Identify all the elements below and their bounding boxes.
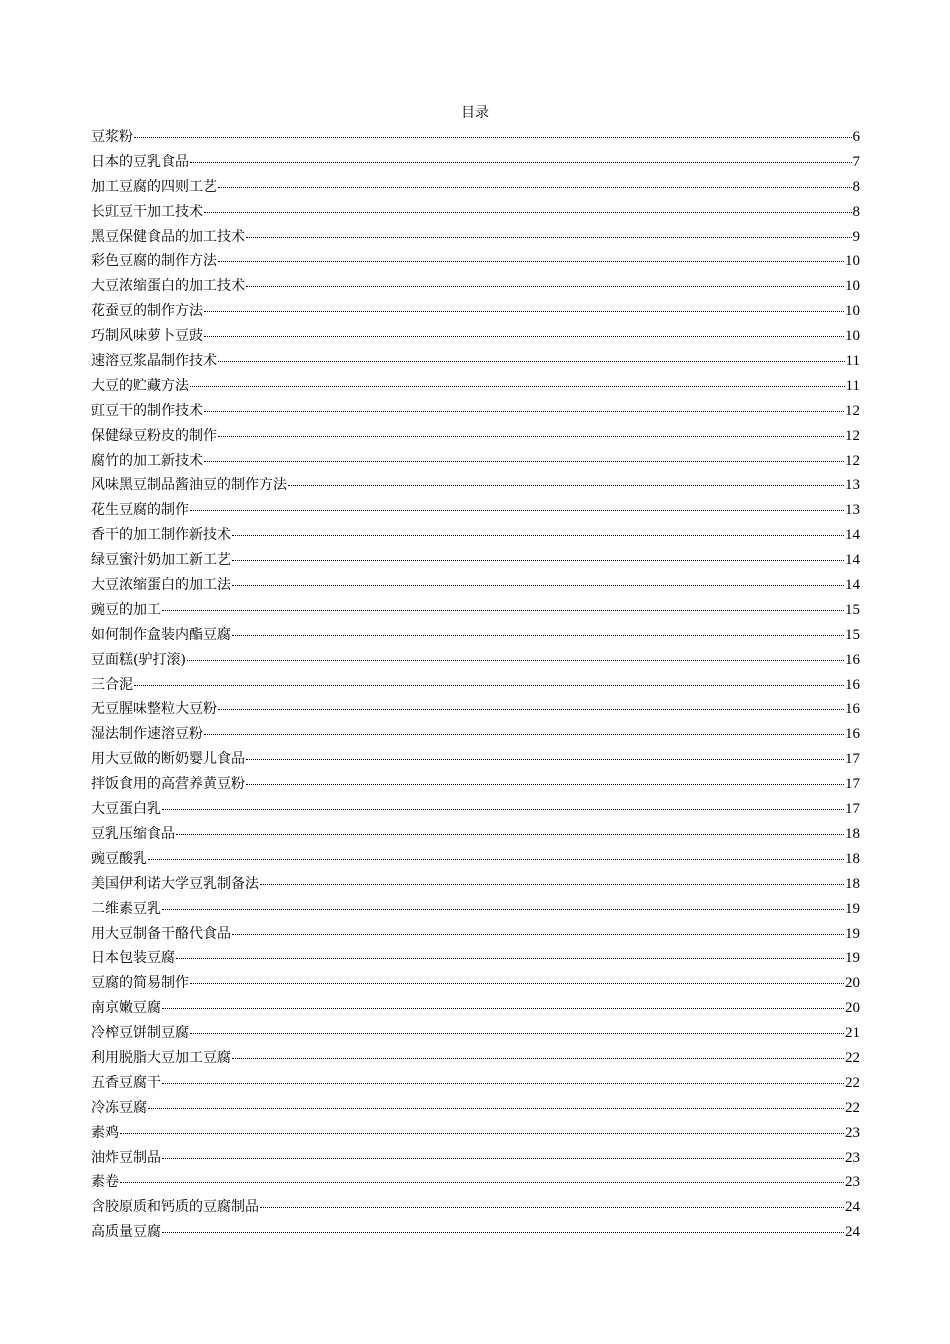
toc-entry-page-number: 22 [845,1099,860,1116]
toc-entry-label: 巧制风味萝卜豆豉 [91,328,203,345]
toc-dot-leader [246,758,844,760]
toc-entry-label: 大豆的贮藏方法 [91,377,189,394]
toc-dot-leader [204,733,844,735]
toc-list [91,126,860,1246]
toc-dot-leader [260,1206,844,1208]
toc-entry[interactable] [91,947,860,972]
toc-entry[interactable] [91,375,860,400]
toc-entry-page-number: 18 [845,875,860,892]
toc-entry[interactable] [91,624,860,649]
toc-entry[interactable] [91,773,860,798]
toc-entry-label: 大豆蛋白乳 [91,801,161,818]
toc-entry-label: 香干的加工制作新技术 [91,527,231,544]
toc-entry[interactable] [91,126,860,151]
toc-entry[interactable] [91,524,860,549]
toc-dot-leader [246,285,844,287]
toc-entry-label: 湿法制作速溶豆粉 [91,726,203,743]
toc-dot-leader [134,684,844,686]
toc-entry-label: 南京嫩豆腐 [91,1000,161,1017]
toc-entry-label: 豌豆酸乳 [91,850,147,867]
toc-dot-leader [204,460,844,462]
toc-dot-leader [190,1032,844,1034]
toc-entry-page-number: 23 [845,1149,860,1166]
toc-entry[interactable] [91,997,860,1022]
toc-entry-label: 拌饭食用的高营养黄豆粉 [91,776,245,793]
toc-entry-label: 豌豆的加工 [91,601,161,618]
toc-entry-label: 速溶豆浆晶制作技术 [91,353,217,370]
toc-entry-label: 花生豆腐的制作 [91,502,189,519]
toc-entry-page-number: 16 [845,676,860,693]
toc-entry[interactable] [91,1072,860,1097]
toc-dot-leader [232,534,844,536]
toc-entry-page-number: 14 [845,527,860,544]
toc-entry-page-number: 20 [845,975,860,992]
toc-entry-label: 彩色豆腐的制作方法 [91,253,217,270]
toc-entry-page-number: 14 [845,552,860,569]
toc-dot-leader [187,659,844,661]
toc-entry[interactable] [91,748,860,773]
toc-entry-label: 花蚕豆的制作方法 [91,303,203,320]
toc-entry-label: 长豇豆干加工技术 [91,203,203,220]
toc-entry-label: 高质量豆腐 [91,1224,161,1241]
toc-entry-page-number: 10 [845,303,860,320]
toc-entry[interactable] [91,176,860,201]
toc-entry[interactable] [91,1022,860,1047]
toc-entry[interactable] [91,201,860,226]
toc-title: 目录 [461,105,489,121]
toc-entry-page-number: 13 [845,502,860,519]
toc-entry[interactable] [91,798,860,823]
toc-entry-label: 素鸡 [91,1124,119,1141]
toc-entry[interactable] [91,1196,860,1221]
toc-entry[interactable] [91,574,860,599]
toc-entry-label: 二维素豆乳 [91,900,161,917]
toc-entry-label: 加工豆腐的四则工艺 [91,178,217,195]
toc-entry-label: 冷冻豆腐 [91,1099,147,1116]
toc-entry-page-number: 9 [852,228,860,245]
toc-entry[interactable] [91,275,860,300]
toc-entry[interactable] [91,325,860,350]
toc-entry[interactable] [91,549,860,574]
toc-dot-leader [204,335,844,337]
toc-entry-label: 日本包装豆腐 [91,950,175,967]
toc-dot-leader [246,783,844,785]
toc-entry[interactable] [91,923,860,948]
toc-entry-page-number: 11 [845,377,860,394]
toc-entry[interactable] [91,1221,860,1246]
toc-dot-leader [232,933,844,935]
toc-entry[interactable] [91,674,860,699]
toc-entry-label: 腐竹的加工新技术 [91,452,203,469]
toc-entry[interactable] [91,599,860,624]
toc-entry[interactable] [91,1097,860,1122]
toc-entry[interactable] [91,474,860,499]
toc-dot-leader [176,957,844,959]
toc-entry-page-number: 18 [845,825,860,842]
toc-dot-leader [246,236,852,238]
toc-entry[interactable] [91,898,860,923]
toc-entry[interactable] [91,698,860,723]
toc-entry-label: 素卷 [91,1174,119,1191]
toc-entry-page-number: 8 [852,178,860,195]
toc-entry-page-number: 24 [845,1224,860,1241]
toc-entry[interactable] [91,1147,860,1172]
toc-entry-page-number: 17 [845,776,860,793]
toc-entry-page-number: 19 [845,900,860,917]
toc-entry-page-number: 10 [845,278,860,295]
toc-entry-label: 豆乳压缩食品 [91,825,175,842]
toc-dot-leader [148,1107,844,1109]
toc-entry-page-number: 18 [845,850,860,867]
toc-dot-leader [162,1157,844,1159]
toc-entry[interactable] [91,1047,860,1072]
toc-entry-page-number: 12 [845,402,860,419]
toc-entry-label: 冷榨豆饼制豆腐 [91,1025,189,1042]
toc-dot-leader [204,211,852,213]
toc-entry-page-number: 11 [845,353,860,370]
toc-entry[interactable] [91,1171,860,1196]
toc-dot-leader [288,484,844,486]
toc-entry-page-number: 6 [852,129,860,145]
toc-entry-label: 大豆浓缩蛋白的加工法 [91,577,231,594]
toc-entry-page-number: 19 [845,950,860,967]
toc-entry-label: 保健绿豆粉皮的制作 [91,427,217,444]
toc-entry-page-number: 8 [852,203,860,220]
toc-dot-leader [232,584,844,586]
toc-dot-leader [218,708,844,710]
toc-entry[interactable] [91,649,860,674]
toc-dot-leader [232,1057,844,1059]
toc-entry-page-number: 10 [845,328,860,345]
toc-dot-leader [176,833,844,835]
toc-entry-label: 含胶原质和钙质的豆腐制品 [91,1199,259,1216]
toc-entry-page-number: 12 [845,427,860,444]
toc-dot-leader [120,1181,844,1183]
toc-entry-label: 用大豆制备干酪代食品 [91,925,231,942]
toc-dot-leader [162,808,844,810]
toc-entry-label: 三合泥 [91,676,133,693]
toc-dot-leader [162,1082,844,1084]
toc-entry-page-number: 7 [852,153,860,170]
toc-entry-page-number: 20 [845,1000,860,1017]
toc-entry-label: 黑豆保健食品的加工技术 [91,228,245,245]
toc-dot-leader [190,982,844,984]
toc-entry-page-number: 21 [845,1025,860,1042]
toc-entry[interactable] [91,400,860,425]
toc-dot-leader [120,1132,844,1134]
toc-dot-leader [204,410,844,412]
toc-entry[interactable] [91,226,860,251]
toc-dot-leader [218,360,845,362]
toc-entry[interactable] [91,300,860,325]
toc-dot-leader [218,435,844,437]
toc-dot-leader [162,1007,844,1009]
toc-entry-label: 风味黑豆制品酱油豆的制作方法 [91,477,287,494]
toc-entry-page-number: 10 [845,253,860,270]
toc-entry-page-number: 22 [845,1049,860,1066]
toc-entry-label: 豇豆干的制作技术 [91,402,203,419]
toc-entry[interactable] [91,499,860,524]
toc-entry[interactable] [91,1122,860,1147]
toc-entry-page-number: 16 [845,651,860,668]
toc-entry-page-number: 24 [845,1199,860,1216]
toc-dot-leader [162,1231,844,1233]
toc-entry-label: 日本的豆乳食品 [91,153,189,170]
toc-entry-label: 油炸豆制品 [91,1149,161,1166]
toc-entry-page-number: 15 [845,601,860,618]
toc-entry-page-number: 22 [845,1074,860,1091]
toc-entry-page-number: 15 [845,626,860,643]
toc-dot-leader [190,385,845,387]
toc-dot-leader [218,186,852,188]
toc-entry-page-number: 17 [845,751,860,768]
toc-dot-leader [190,161,852,163]
toc-entry[interactable] [91,425,860,450]
toc-entry-label: 豆腐的简易制作 [91,975,189,992]
toc-entry-label: 美国伊利诺大学豆乳制备法 [91,875,259,892]
toc-dot-leader [134,136,852,138]
toc-entry[interactable] [91,972,860,997]
toc-dot-leader [148,858,844,860]
toc-dot-leader [218,260,844,262]
toc-entry-page-number: 23 [845,1124,860,1141]
toc-entry-page-number: 16 [845,701,860,718]
toc-entry-page-number: 23 [845,1174,860,1191]
toc-dot-leader [232,634,844,636]
toc-entry[interactable] [91,151,860,176]
toc-entry[interactable] [91,350,860,375]
toc-entry-page-number: 17 [845,801,860,818]
toc-entry-page-number: 19 [845,925,860,942]
toc-entry-page-number: 16 [845,726,860,743]
toc-entry-label: 绿豆蜜汁奶加工新工艺 [91,552,231,569]
toc-dot-leader [162,609,844,611]
toc-dot-leader [232,559,844,561]
toc-entry-label: 如何制作盒装内酯豆腐 [91,626,231,643]
toc-entry[interactable] [91,823,860,848]
toc-dot-leader [190,509,844,511]
toc-entry[interactable] [91,873,860,898]
toc-entry-label: 五香豆腐干 [91,1074,161,1091]
toc-entry-page-number: 13 [845,477,860,494]
toc-entry-label: 豆面糕(驴打滚) [91,651,186,668]
toc-entry-page-number: 14 [845,577,860,594]
toc-entry[interactable] [91,848,860,873]
toc-entry-label: 无豆腥味整粒大豆粉 [91,701,217,718]
toc-entry[interactable] [91,450,860,475]
toc-entry-label: 豆浆粉 [91,129,133,145]
toc-dot-leader [204,310,844,312]
toc-dot-leader [162,908,844,910]
toc-entry-page-number: 12 [845,452,860,469]
toc-entry[interactable] [91,723,860,748]
toc-entry-label: 大豆浓缩蛋白的加工技术 [91,278,245,295]
toc-entry-label: 利用脱脂大豆加工豆腐 [91,1049,231,1066]
toc-entry-label: 用大豆做的断奶婴儿食品 [91,751,245,768]
toc-entry[interactable] [91,250,860,275]
toc-dot-leader [260,883,844,885]
